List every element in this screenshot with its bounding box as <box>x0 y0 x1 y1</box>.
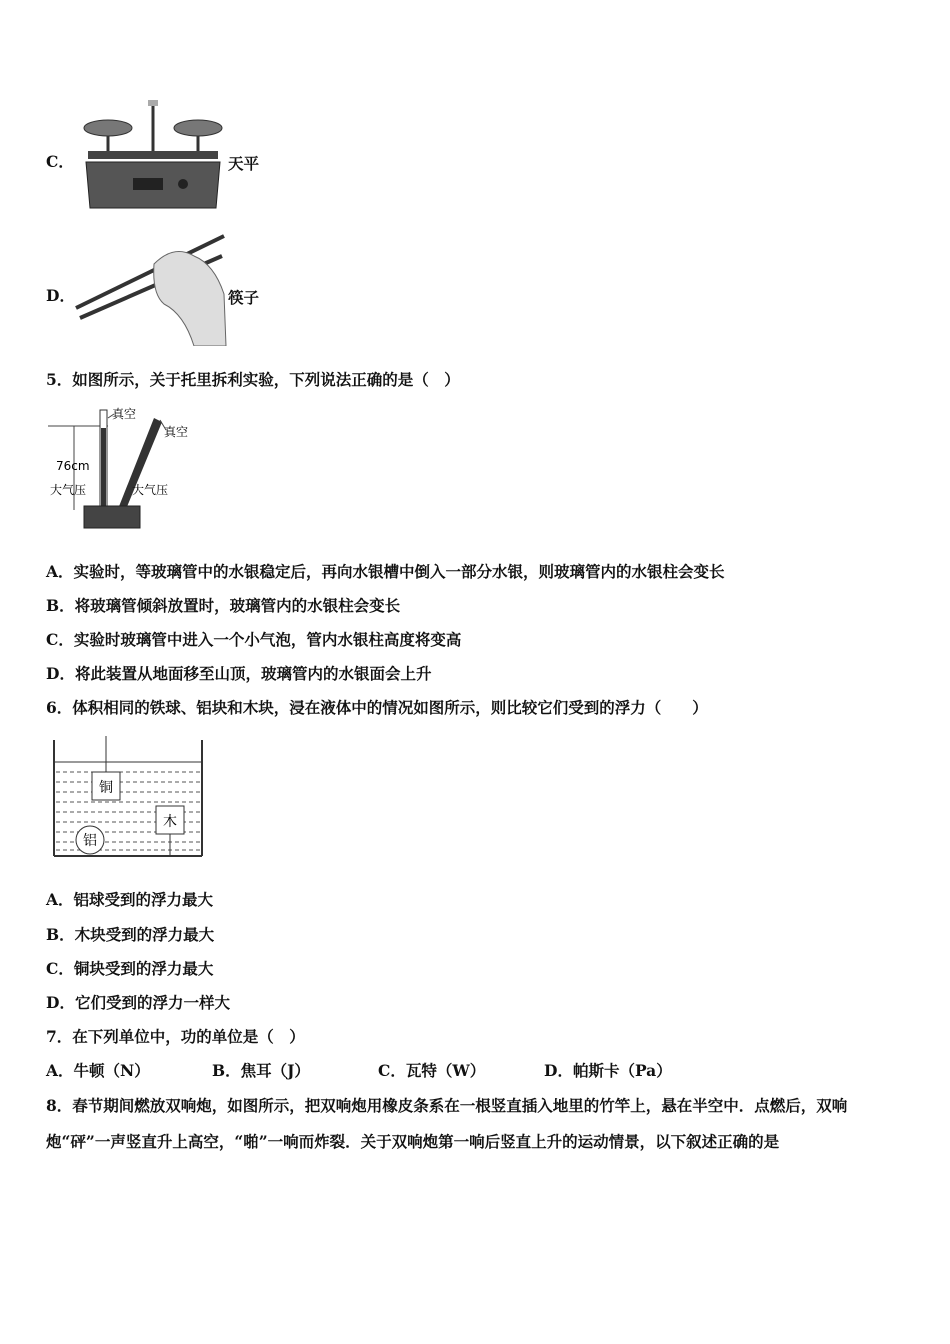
q6-option-b: B．木块受到的浮力最大 <box>46 925 215 944</box>
q7-option-d: D．帕斯卡（Pa） <box>544 1061 672 1080</box>
q5-option-b: B．将玻璃管倾斜放置时，玻璃管内的水银柱会变长 <box>46 596 401 615</box>
q5-label-vacuum-left: 真空 <box>112 407 137 421</box>
q5-option-d: D．将此装置从地面移至山顶，玻璃管内的水银面会上升 <box>46 664 432 683</box>
q6-stem: 6．体积相同的铁球、铝块和木块，浸在液体中的情况如图所示，则比较它们受到的浮力（ ） <box>46 698 708 717</box>
q6-label-wood: 木 <box>163 814 177 830</box>
chopsticks-image <box>74 234 230 346</box>
q5-stem: 5．如图所示，关于托里拆利实验，下列说法正确的是（ ） <box>46 370 460 389</box>
buoyancy-figure <box>52 736 208 860</box>
option-d-caption: 筷子 <box>228 288 260 307</box>
q7-option-a: A．牛顿（N） <box>46 1061 150 1080</box>
q6-option-c: C．铜块受到的浮力最大 <box>46 959 214 978</box>
q5-label-atm-right: 大气压 <box>132 483 169 497</box>
q5-option-c: C．实验时玻璃管中进入一个小气泡，管内水银柱高度将变高 <box>46 630 462 649</box>
q6-label-aluminum: 铝 <box>83 833 97 849</box>
option-c-letter: C． <box>46 152 74 171</box>
q5-label-atm-left: 大气压 <box>50 483 87 497</box>
q8-text: 8．春节期间燃放双响炮，如图所示，把双响炮用橡皮条系在一根竖直插入地里的竹竿上，悬在半空中．点燃后，双响炮“砰”一声竖直升上高空，“啪”一响而炸裂．关于双响炮第一响后竖直上升的运动情景，以下叙述正确的是 <box>46 1096 848 1151</box>
option-d-letter: D． <box>46 286 75 305</box>
q6-label-copper: 铜 <box>99 780 113 796</box>
balance-image <box>78 96 223 214</box>
q6-option-d: D．它们受到的浮力一样大 <box>46 993 230 1012</box>
q5-option-a: A．实验时，等玻璃管中的水银稳定后，再向水银槽中倒入一部分水银，则玻璃管内的水银柱会变长 <box>46 562 725 581</box>
q5-label-vacuum-right: 真空 <box>164 425 189 439</box>
option-c-caption: 天平 <box>228 154 260 173</box>
q7-option-c: C．瓦特（W） <box>378 1061 486 1080</box>
q7-option-b: B．焦耳（J） <box>212 1061 310 1080</box>
torricelli-figure <box>48 400 208 530</box>
q5-label-height: 76cm <box>56 459 90 473</box>
q7-stem: 7．在下列单位中，功的单位是（ ） <box>46 1027 305 1046</box>
q6-option-a: A．铝球受到的浮力最大 <box>46 890 214 909</box>
